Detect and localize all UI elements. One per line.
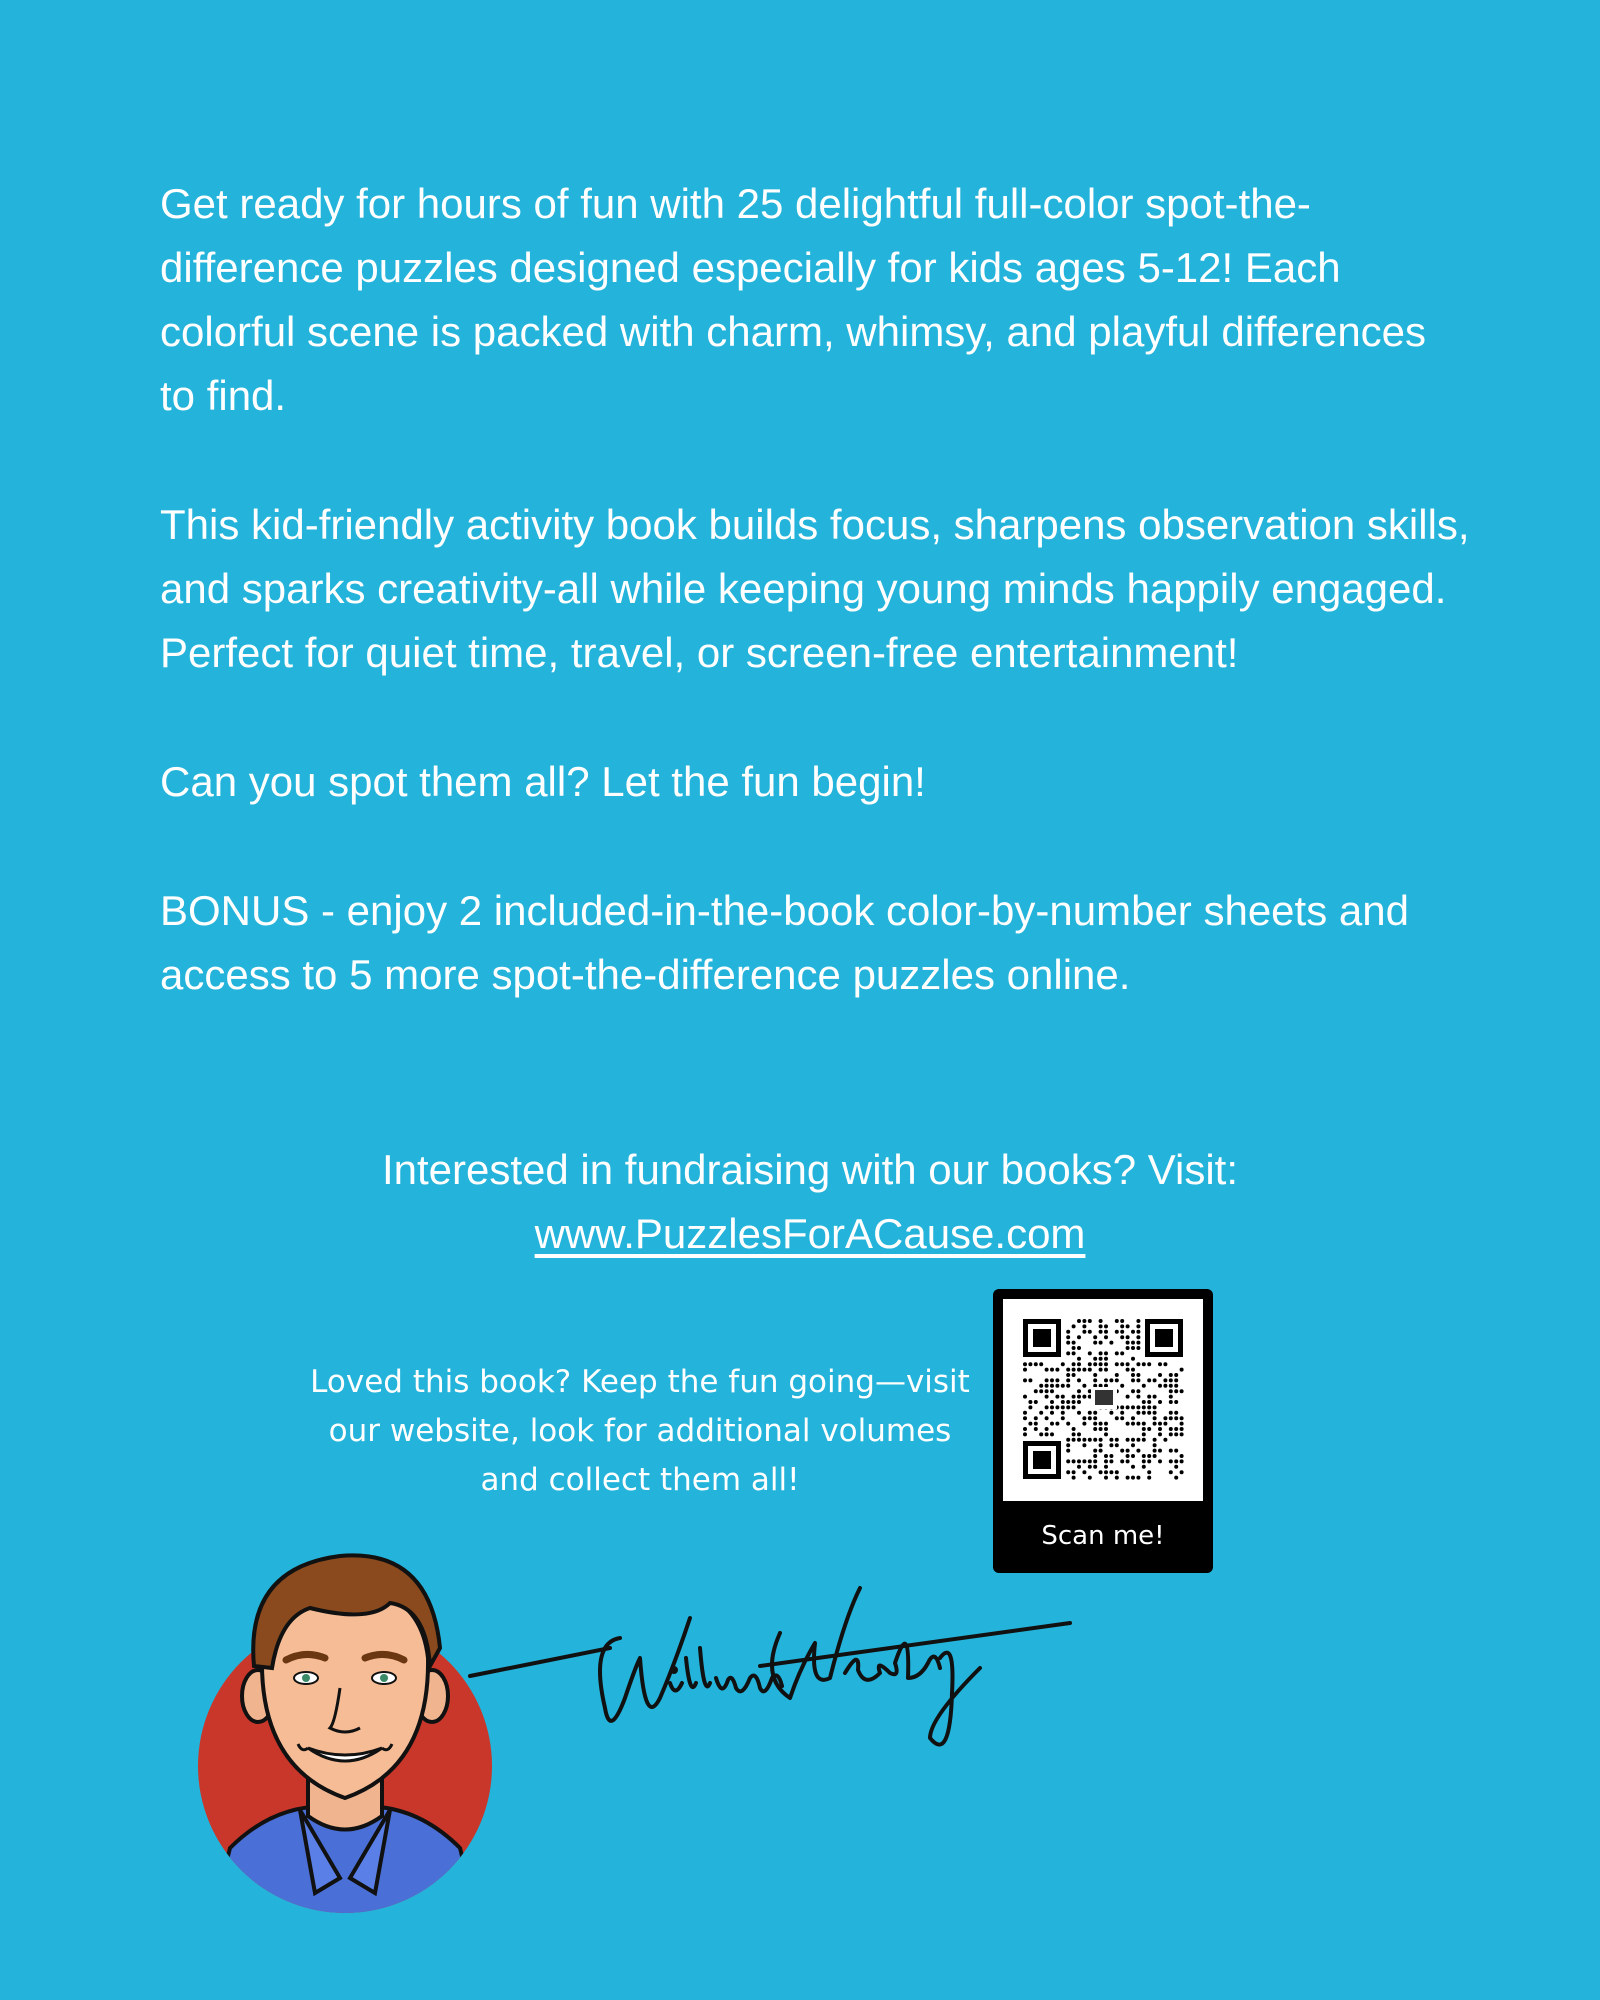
qr-code[interactable] <box>1003 1299 1203 1501</box>
description-paragraph-4: BONUS - enjoy 2 included-in-the-book color-by-number sheets and access to 5 more spot-the-difference puzzles online. <box>160 887 1409 998</box>
description-paragraph-2: This kid-friendly activity book builds focus, sharpens observation skills, and sparks creativity-all while keeping young minds happily engaged. Perfect for quiet time, travel, or screen-free entertainment! <box>160 501 1470 676</box>
qr-code-card[interactable] <box>993 1289 1213 1573</box>
description-paragraph-3: Can you spot them all? Let the fun begin! <box>160 758 926 805</box>
promo-text: Loved this book? Keep the fun going—visit our website, look for additional volumes and collect them all! <box>310 1364 970 1498</box>
book-description <box>160 172 1470 1072</box>
fundraising-callout <box>0 1138 1600 1266</box>
website-link[interactable]: www.PuzzlesForACause.com <box>534 1210 1086 1257</box>
author-signature <box>460 1548 1080 1768</box>
description-paragraph-1: Get ready for hours of fun with 25 delightful full-color spot-the-difference puzzles designed especially for kids ages 5-12! Each colorful scene is packed with charm, whimsy, and playful differences to find. <box>160 180 1427 419</box>
scan-me-label: Scan me! <box>1041 1521 1165 1551</box>
qr-code-icon <box>1013 1309 1193 1489</box>
fundraising-text: Interested in fundraising with our books? Visit: <box>381 1146 1239 1193</box>
